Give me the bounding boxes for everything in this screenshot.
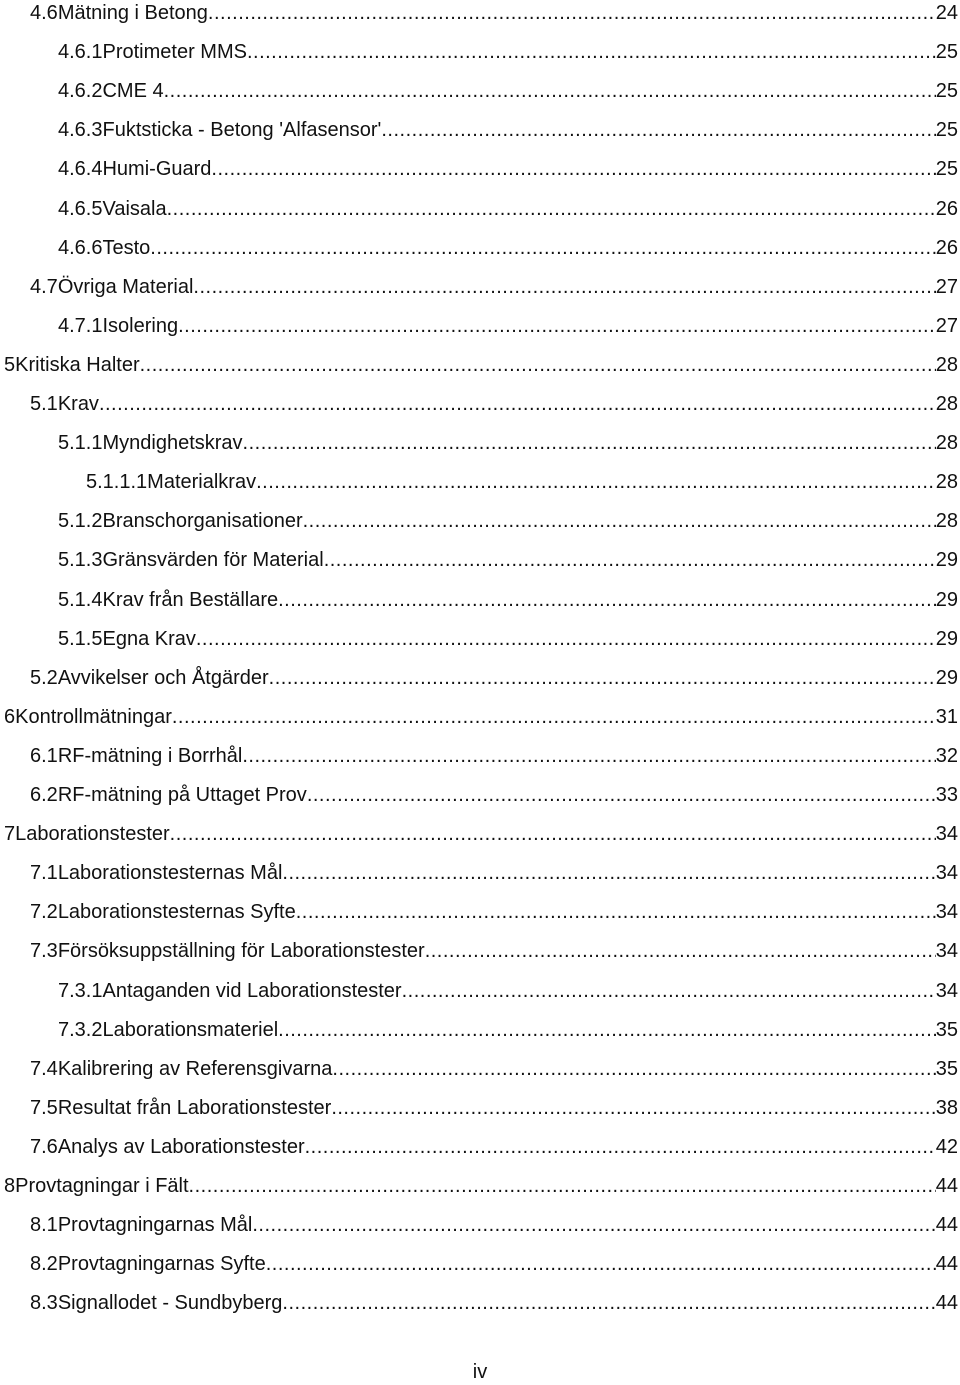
toc-entry[interactable]: [0, 665, 958, 695]
toc-entry-number: 5.1.5: [58, 627, 103, 650]
toc-entry[interactable]: [0, 1056, 958, 1086]
toc-entry[interactable]: [0, 547, 958, 577]
toc-entry[interactable]: [0, 235, 958, 265]
toc-entry-title: CME 4: [102, 80, 164, 103]
toc-dot-leader: [242, 743, 935, 769]
toc-entry-title: Krav från Beställare: [102, 588, 279, 611]
toc-entry[interactable]: [0, 587, 958, 617]
toc-dot-leader: [296, 899, 936, 925]
toc-entry-title: Provtagningarnas Mål: [57, 1214, 253, 1237]
toc-entry[interactable]: [0, 978, 958, 1008]
toc-dot-leader: [243, 430, 936, 456]
toc-entry[interactable]: [0, 899, 958, 929]
toc-entry-title: Laborationstester: [15, 823, 170, 846]
toc-entry-title: Laborationsmateriel: [102, 1018, 279, 1041]
toc-dot-leader: [402, 978, 936, 1004]
toc-entry-title: Laborationstesternas Mål: [57, 862, 283, 885]
toc-entry-page: 28: [935, 471, 958, 494]
toc-entry-page: 29: [935, 627, 958, 650]
toc-dot-leader: [282, 1290, 935, 1316]
toc-entry-page: 28: [935, 393, 958, 415]
toc-entry-title: RF-mätning i Borrhål: [57, 744, 243, 767]
toc-dot-leader: [247, 39, 936, 65]
toc-entry-page: 34: [935, 940, 958, 963]
toc-entry-number: 7.2: [30, 901, 58, 924]
toc-dot-leader: [208, 0, 936, 26]
toc-entry-page: 34: [935, 979, 958, 1002]
toc-entry[interactable]: [0, 860, 958, 890]
toc-dot-leader: [140, 352, 936, 378]
toc-entry[interactable]: [0, 1095, 958, 1125]
toc-entry-number: 4.6.4: [58, 158, 103, 181]
toc-entry[interactable]: [0, 352, 958, 382]
toc-entry-page: 28: [935, 510, 958, 533]
toc-entry-number: 4.7: [30, 275, 58, 298]
toc-dot-leader: [381, 117, 935, 143]
toc-entry-number: 5.1: [30, 393, 58, 415]
toc-entry-number: 4.6.6: [58, 236, 103, 259]
toc-entry[interactable]: [0, 782, 958, 812]
toc-entry-page: 32: [935, 744, 958, 767]
toc-entry-title: Protimeter MMS: [102, 41, 247, 64]
toc-entry-title: Isolering: [102, 314, 179, 337]
toc-dot-leader: [269, 665, 936, 691]
toc-dot-leader: [193, 274, 935, 300]
toc-entry-title: Antaganden vid Laborationstester: [102, 979, 402, 1002]
toc-entry-number: 4.6: [30, 2, 58, 24]
toc-entry-number: 4.6.2: [58, 80, 103, 103]
toc-entry-number: 4.6.3: [58, 119, 103, 142]
toc-entry-title: Testo: [102, 236, 151, 259]
toc-entry-title: Försöksuppställning för Laborationstester: [57, 940, 425, 963]
toc-entry-title: Myndighetskrav: [102, 432, 243, 455]
toc-entry-title: Vaisala: [102, 197, 167, 220]
toc-entry-page: 29: [935, 666, 958, 689]
toc-dot-leader: [425, 938, 936, 964]
toc-entry-number: 4.7.1: [58, 314, 103, 337]
toc-entry-page: 25: [935, 158, 958, 181]
toc-entry-title: Provtagningarnas Syfte: [57, 1253, 266, 1276]
toc-entry-number: 7.3: [30, 940, 58, 963]
toc-entry-title: Egna Krav: [102, 627, 196, 650]
toc-entry-title: Mätning i Betong: [57, 2, 208, 24]
toc-entry-number: 7.3.1: [58, 979, 103, 1002]
toc-dot-leader: [189, 1173, 936, 1199]
toc-entry-page: 25: [935, 80, 958, 103]
toc-entry[interactable]: [0, 508, 958, 538]
toc-entry[interactable]: [0, 274, 958, 304]
toc-entry[interactable]: [0, 117, 958, 147]
toc-dot-leader: [256, 469, 936, 495]
toc-entry-number: 5.1.1: [58, 432, 103, 455]
toc-entry-number: 5.2: [30, 666, 58, 689]
toc-entry[interactable]: [0, 626, 958, 656]
toc-entry-number: 7.4: [30, 1057, 58, 1080]
toc-entry-page: 44: [935, 1175, 958, 1197]
toc-dot-leader: [303, 508, 936, 534]
toc-entry-number: 7: [4, 823, 16, 846]
toc-entry-title: Avvikelser och Åtgärder: [57, 666, 269, 689]
toc-entry-title: Branschorganisationer: [102, 510, 303, 533]
toc-dot-leader: [164, 78, 936, 104]
toc-entry-title: Analys av Laborationstester: [57, 1135, 305, 1158]
toc-entry-number: 6.1: [30, 744, 58, 767]
toc-entry[interactable]: [0, 1017, 958, 1047]
page-number: iv: [472, 1361, 488, 1383]
toc-entry-page: 25: [935, 41, 958, 64]
toc-entry-title: Provtagningar i Fält: [15, 1175, 189, 1197]
toc-entry-number: 8.1: [30, 1214, 58, 1237]
toc-entry-page: 27: [935, 275, 958, 298]
toc-entry-number: 8.2: [30, 1253, 58, 1276]
toc-entry[interactable]: [0, 0, 958, 30]
toc-entry[interactable]: [0, 39, 958, 69]
toc-dot-leader: [332, 1056, 935, 1082]
toc-dot-leader: [211, 156, 935, 182]
toc-entry[interactable]: [0, 704, 958, 734]
toc-entry-number: 4.6.1: [58, 41, 103, 64]
toc-dot-leader: [307, 782, 936, 808]
toc-entry[interactable]: [0, 1290, 958, 1320]
toc-entry-page: 33: [935, 784, 958, 806]
toc-entry[interactable]: [0, 391, 958, 421]
toc-entry-title: Fuktsticka - Betong 'Alfasensor': [102, 119, 382, 142]
toc-entry[interactable]: [0, 1173, 958, 1203]
toc-entry-number: 5.1.1.1: [86, 471, 148, 494]
toc-entry-number: 5.1.3: [58, 549, 103, 572]
toc-entry-page: 28: [935, 432, 958, 455]
toc-entry-page: 26: [935, 236, 958, 259]
toc-entry-page: 34: [935, 901, 958, 924]
toc-dot-leader: [278, 1017, 936, 1043]
toc-entry-page: 44: [935, 1292, 958, 1315]
toc-entry-title: Kontrollmätningar: [15, 705, 172, 728]
toc-entry[interactable]: [0, 743, 958, 773]
toc-entry[interactable]: [0, 821, 958, 851]
toc-dot-leader: [331, 1095, 935, 1121]
toc-entry[interactable]: [0, 1212, 958, 1242]
toc-entry-number: 6: [4, 705, 16, 728]
toc-dot-leader: [305, 1134, 936, 1160]
toc-entry-page: 44: [935, 1214, 958, 1237]
toc-entry-page: 35: [935, 1057, 958, 1080]
toc-dot-leader: [178, 313, 936, 339]
toc-entry-number: 4.6.5: [58, 197, 103, 220]
toc-dot-leader: [99, 391, 936, 417]
toc-entry-title: Signallodet - Sundbyberg: [57, 1292, 283, 1315]
toc-entry-number: 5.1.2: [58, 510, 103, 533]
toc-entry-page: 35: [935, 1018, 958, 1041]
toc-entry-page: 31: [935, 705, 958, 728]
toc-entry-page: 27: [935, 314, 958, 337]
toc-entry-title: Gränsvärden för Material: [102, 549, 324, 572]
toc-entry[interactable]: [0, 313, 958, 343]
toc-entry-number: 5: [4, 353, 16, 376]
toc-entry-page: 25: [935, 119, 958, 142]
toc-entry-title: Materialkrav: [147, 471, 257, 494]
toc-dot-leader: [266, 1251, 936, 1277]
toc-entry-title: Övriga Material: [57, 275, 194, 298]
toc-entry[interactable]: [0, 1251, 958, 1281]
toc-dot-leader: [196, 626, 936, 652]
toc-entry-number: 7.1: [30, 862, 58, 885]
toc-entry[interactable]: [0, 156, 958, 186]
toc-entry-title: Laborationstesternas Syfte: [57, 901, 296, 924]
toc-dot-leader: [282, 860, 935, 886]
toc-dot-leader: [170, 821, 936, 847]
toc-entry-page: 44: [935, 1253, 958, 1276]
toc-entry-title: RF-mätning på Uttaget Prov: [57, 784, 307, 806]
toc-entry[interactable]: [0, 1134, 958, 1164]
toc-entry-number: 6.2: [30, 784, 58, 806]
toc-entry-title: Krav: [57, 393, 99, 415]
toc-entry-page: 26: [935, 197, 958, 220]
toc-dot-leader: [150, 235, 935, 261]
toc-dot-leader: [324, 547, 936, 573]
toc-dot-leader: [278, 587, 936, 613]
toc-entry-page: 29: [935, 549, 958, 572]
toc-entry[interactable]: [0, 196, 958, 226]
toc-entry-page: 24: [935, 2, 958, 24]
toc-entry-page: 38: [935, 1096, 958, 1119]
toc-entry-page: 42: [935, 1135, 958, 1158]
toc-entry-number: 5.1.4: [58, 588, 103, 611]
toc-entry-number: 8: [4, 1175, 16, 1197]
toc-entry[interactable]: [0, 938, 958, 968]
toc-entry[interactable]: [0, 469, 958, 499]
toc-entry[interactable]: [0, 430, 958, 460]
toc-entry-title: Kalibrering av Referensgivarna: [57, 1057, 333, 1080]
toc-entry-page: 29: [935, 588, 958, 611]
toc-dot-leader: [167, 196, 936, 222]
toc-entry-page: 34: [935, 823, 958, 846]
toc-dot-leader: [172, 704, 936, 730]
toc-entry[interactable]: [0, 78, 958, 108]
toc-entry-number: 7.5: [30, 1096, 58, 1119]
toc-entry-number: 7.3.2: [58, 1018, 103, 1041]
toc-dot-leader: [252, 1212, 935, 1238]
toc-entry-number: 7.6: [30, 1135, 58, 1158]
toc-entry-number: 8.3: [30, 1292, 58, 1315]
toc-entry-page: 34: [935, 862, 958, 885]
toc-entry-title: Humi-Guard: [102, 158, 212, 181]
toc-entry-title: Resultat från Laborationstester: [57, 1096, 332, 1119]
toc-entry-page: 28: [935, 353, 958, 376]
toc-entry-title: Kritiska Halter: [15, 353, 140, 376]
